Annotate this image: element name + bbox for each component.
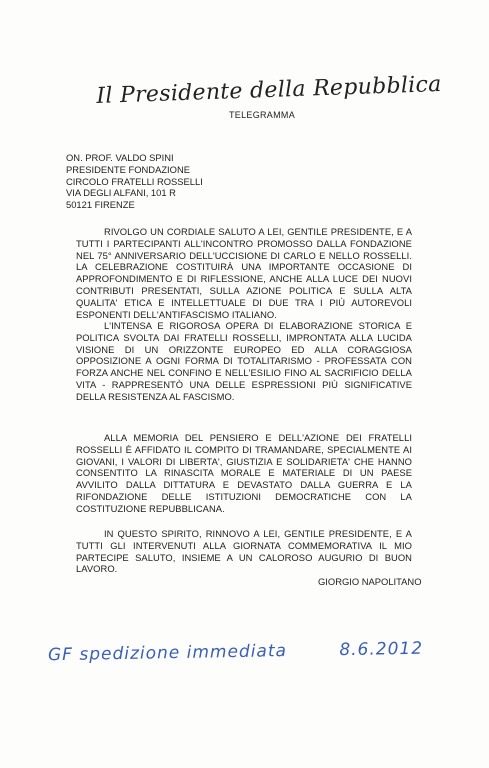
address-line: CIRCOLO FRATELLI ROSSELLI [66, 175, 203, 187]
handwritten-note-date: 8.6.2012 [339, 638, 424, 661]
recipient-address [66, 152, 203, 211]
handwritten-annotation [48, 639, 423, 666]
address-line: PRESIDENTE FONDAZIONE [66, 163, 190, 175]
body-paragraph-greeting: RIVOLGO UN CORDIALE SALUTO A LEI, GENTILE PRESIDENTE, E A TUTTI I PARTECIPANTI ALL'INCONTRO PROMOSSO DALLA FONDAZIONE NEL 75° ANNIVERSARIO DELL'UCCISIONE DI CARLO E NELLO ROSSELLI. LA CELEBRAZIONE COSTITUIRÀ UNA IMPORTANTE OCCASIONE DI APPROFONDIMENTO E DI RIFLESSIONE, ANCHE ALLA LUCE DEI NUOVI CONTRIBUTI PRESENTATI, SULLA AZIONE POLITICA E SULLA ALTA QUALITA' ETICA E INTELLETTUALE DI DUE TRA I PIÙ AUTOREVOLI ESPONENTI DELL'ANTIFASCISMO ITALIANO. [76, 226, 412, 320]
body-paragraph-memory: ALLA MEMORIA DEL PENSIERO E DELL'AZIONE DEI FRATELLI ROSSELLI È AFFIDATO IL COMPITO DI TRAMANDARE, SPECIALMENTE AI GIOVANI, I VALORI DI LIBERTA', GIUSTIZIA E SOLIDARIETA' CHE HANNO CONSENTITO LA RINASCITA MORALE E MATERIALE DI UN PAESE AVVILITO DALLA DITTATURA E DEVASTATO DALLA GUERRA E LA RIFONDAZIONE DELLE ISTITUZIONI DEMOCRATICHE CON LA COSTITUZIONE REPUBBLICANA. [76, 432, 412, 514]
signature-name: GIORGIO NAPOLITANO [318, 576, 422, 587]
address-line: VIA DEGLI ALFANI, 101 R [66, 187, 176, 199]
body-paragraph-closing: IN QUESTO SPIRITO, RINNOVO A LEI, GENTILE PRESIDENTE, E A TUTTI GLI INTERVENUTI ALLA GIORNATA COMMEMORATIVA IL MIO PARTECIPE SALUTO, INSIEME A UN CALOROSO AUGURIO DI BUON LAVORO. [76, 528, 412, 575]
address-line: ON. PROF. VALDO SPINI [66, 152, 174, 163]
address-line: 50121 FIRENZE [66, 199, 135, 211]
document-type-label: TELEGRAMMA [229, 110, 296, 120]
handwritten-note-text: GF spedizione immediata [47, 641, 288, 666]
body-paragraph-work: L'INTENSA E RIGOROSA OPERA DI ELABORAZIONE STORICA E POLITICA SVOLTA DAI FRATELLI ROSSELLI, IMPRONTATA ALLA LUCIDA VISIONE DI UN ORIZZONTE EUROPEO ED ALLA CORAGGIOSA OPPOSIZIONE A OGNI FORMA DI TOTALITARISMO - PROFESSATA CON FORZA ANCHE NEL CONFINO E NELL'ESILIO FINO AL SACRIFICIO DELLA VITA - RAPPRESENTÒ UNA DELLE ESPRESSIONI PIÙ SIGNIFICATIVE DELLA RESISTENZA AL FASCISMO. [76, 320, 412, 402]
letterhead-title: Il Presidente della Repubblica [96, 71, 442, 109]
